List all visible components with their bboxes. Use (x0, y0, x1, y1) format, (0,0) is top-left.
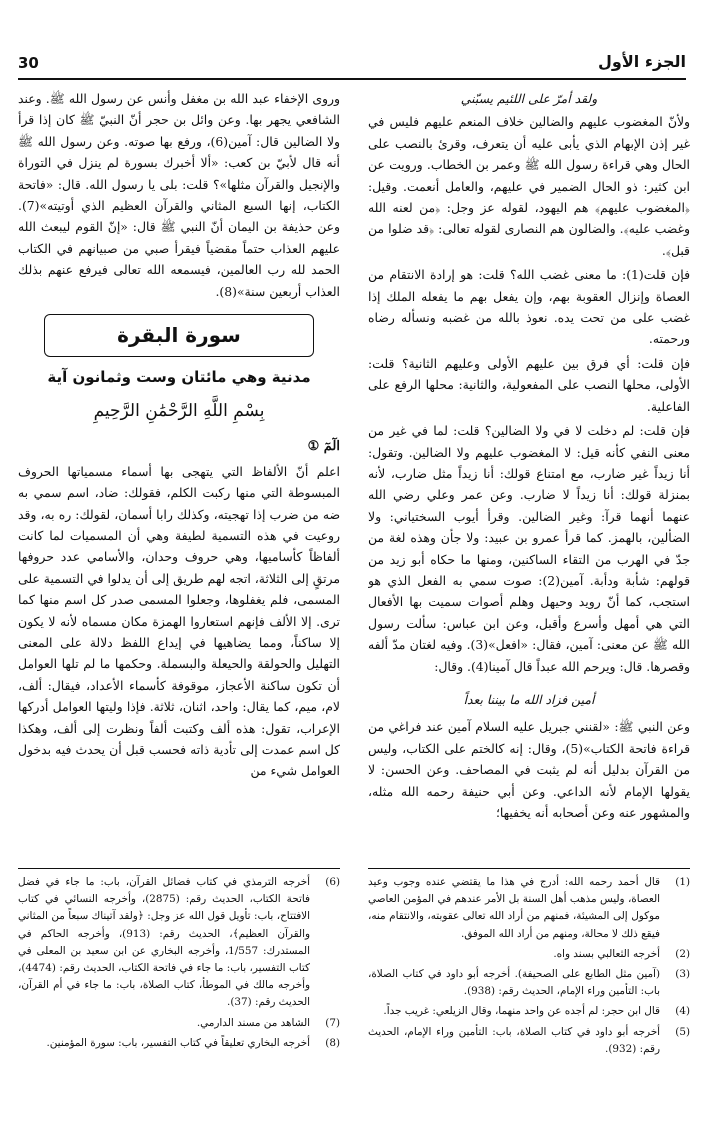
verse-line: ولقد أمرّ على اللئيم يسبّني (460, 91, 598, 106)
running-head: الجزء الأول (598, 52, 686, 71)
footnote-text: قال ابن حجر: لم أجده عن واحد منهما، وقال الزيلعي: غريب جداً. (383, 1005, 660, 1018)
footnote (368, 966, 690, 1000)
footnote (368, 874, 690, 943)
paragraph: اعلم أنّ الألفاظ التي يتهجى بها أسماء مسمياتها الحروف المبسوطة التي منها ركبت الكلم، فقولك: ضاد، اسم سمي به ضه من ضرب إذا تهجيته، وكذلك رابا أسمان، لقولك: ره به، وقد روعيت في هذه التسمية لطيفة وهي أن المسميات لما كانت ألفاظاً كأساميها، وهي حروف وحدان، والأسامي عدد حروفها مرتقٍ إلى الثلاثة، اتجه لهم طريق إلى أن يدلوا في التسمية على المسمى، فلم يغفلوها، وجعلوا المسمى صدر كل اسم منها كما ترى. إلا الألف فإنهم استعاروا الهمزة مكان مسماه لأنه لا يكون إلا ساكناً، ومما يضاهيها في إيداع اللفظ دلالة على المعنى التهليل والحولقة والحيعلة والبسملة. وحكمها ما لم تلها العوامل أن تكون ساكنة الأعجاز، موقوفة كأسماء الأعداد، فيقال: ألف، لام، ميم، كما يقال: واحد، اثنان، ثلاثة. فإذا وليتها العوامل أدركها الإعراب، تقول: هذه ألف وكتبت ألفاً ونظرت إلى ألف، وهكذا كل اسم عمدت إلى تأدية ذاته فحسب قبل أن يحدث فيه بدخول العوامل شيء من (18, 463, 340, 779)
footnote-number: (8) (325, 1036, 340, 1049)
paragraph: فإن قلت: أي فرق بين عليهم الأولى وعليهم الثانية؟ قلت: الأولى، محلها النصب على المفعولية، والثانية: محلها الرفع على الفاعلية. (368, 355, 690, 414)
footnote-text: (آمين مثل الطابع على الصحيفة). أخرجه أبو داود في كتاب الصلاة، باب: التأمين وراء الإمام، الحديث رقم: (938). (368, 968, 660, 998)
basmala: بِسْمِ اللَّهِ الرَّحْمَٰنِ الرَّحِيمِ (93, 400, 265, 421)
footnote-text: أخرجه الترمذي في كتاب فضائل القرآن، باب: ما جاء في فضل فاتحة الكتاب، الحديث رقم: (2875)، وأخرجه النسائي في كتاب الافتتاح، باب: تأويل قول الله عز وجل: ﴿ولقد آتيناك سبعاً من المثاني والقرآن العظيم﴾، الحديث رقم: (913)، وأخرجه الحاكم في المستدرك: 1/557، وأخرجه البخاري عن ابن سعيد بن المعلى في كتاب التفسير، باب: ما جاء في فاتحة الكتاب، الحديث رقم: (4474)، وأخرجه مالك في الموطأ، كتاب الصلاة، باب: ما جاء في أم القرآن، الحديث رقم: (37). (18, 876, 310, 1009)
verse-line: أمين فزاد الله ما بيننا بعداً (463, 691, 595, 707)
footnote-text: أخرجه البخاري تعليقاً في كتاب التفسير، باب: سورة المؤمنين. (46, 1036, 310, 1049)
page-header (18, 52, 686, 80)
left-column (18, 88, 340, 866)
footnote (368, 1024, 690, 1058)
footnotes-right (368, 874, 690, 1124)
footnote-divider (368, 868, 690, 869)
footnote-number: (6) (325, 876, 340, 888)
right-column (368, 88, 690, 866)
surah-title: سورة البقرة (117, 323, 241, 348)
surah-subtitle: مدنية وهي مائتان وست وثمانون آية (47, 368, 311, 387)
paragraph: وروى الإخفاء عبد الله بن مغفل وأنس عن رسول الله ﷺ. وعند الشافعي يجهر بها. وعن وائل بن حجر أنّ النبيّ ﷺ كان إذا قرأ ولا الضالين قال: آمين(6)، ورفع بها صوته. وعن رسول الله ﷺ أنه قال لأبيّ بن كعب: «ألا أخبرك بسورة لم ينزل في التوراة والإنجيل والقرآن مثلها»؟ قلت: بلى يا رسول الله. قال: «فاتحة الكتاب، إنها السبع المثاني والقرآن العظيم الذي أوتيته»(7). وعن حذيفة بن اليمان أنّ النبي ﷺ قال: «إنّ القوم ليبعث الله عليهم العذاب حتماً مقضياً فيقرأ صبي من صبيانهم في الكتاب الحمد لله رب العالمين، فيسمعه الله تعالى فيرفع عنهم بذلك العذاب أربعين سنة»(8). (18, 91, 340, 299)
page-number: 30 (18, 54, 39, 72)
footnotes-left (18, 874, 340, 1124)
footnote-number: (1) (675, 876, 690, 888)
footnote-number: (7) (325, 1016, 340, 1029)
paragraph: فإن قلت: لم دخلت لا في ولا الضالين؟ قلت: لما في غير من معنى النفي كأنه قيل: لا المغضوب عليهم ولا الضالين. وتقول: أنا زيداً غير ضارب، مع امتناع قولك: أنا زيداً مثل ضارب، لأنه بمنزلة قولك: أنا زيداً لا ضارب. وعن عمر وعلي رضي الله عنهما أنهما قرآ: وغير الضالين. وقرأ أيوب السختياني: ولا الضألين، بالهمز. كما قرأ عمرو بن عبيد: ولا جأن وهذه لغة من جدّ في الهرب من التقاء الساكنين، ومنها ما حكاه أبو زيد من قولهم: شأبة ودأبة. آمين(2): صوت سمي به الفعل الذي هو استجب، كما أنّ رويد وحيهل وهلم أصوات سميت بها الأفعال التي هي أمهل وأسرع وأقبل، وعن ابن عباس: سألت رسول الله ﷺ عن معنى: آمين، فقال: «افعل»(3). وفيه لغتان مدّ ألفه وقصرها. قال: ويرحم الله عبداً قال آمينا(4). وقال: (368, 423, 690, 674)
footnote-number: (2) (675, 947, 690, 960)
paragraph: وعن النبي ﷺ: «لقنني جبريل عليه السلام آمين عند فراغي من قراءة فاتحة الكتاب»(5)، وقال: إنه كالختم على الكتاب، وليس من القرآن بدليل أنه لم يثبت في المصاحف. وعن الحسن: لا يقولها الإمام لأنه الداعي. وعن أبي حنيفة رحمه الله مثله، والمشهور عنه وعن أصحابه أنه يخفيها؛ (368, 719, 690, 820)
surah-title-box (44, 314, 314, 357)
footnote-number: (3) (675, 968, 690, 981)
footnote-number: (4) (675, 1005, 690, 1018)
footnote (18, 1035, 340, 1052)
verse-alif-lam-mim: الٓمٓ ① (307, 439, 340, 455)
footnote-divider (18, 868, 340, 869)
paragraph: فإن قلت(1): ما معنى غضب الله؟ قلت: هو إرادة الانتقام من العصاة وإنزال العقوبة بهم، وإن يفعل بهم ما يفعله الملك إذا غضب على من تحت يده. نعوذ بالله من غضبه ونسأله رضاه ورحمته. (368, 267, 690, 347)
footnote-text: قال أحمد رحمه الله: أدرج في هذا ما يقتضي عنده وجوب وعيد العصاة، وليس مذهب أهل السنة بل الأمر عندهم في المؤمن العاصي موكول إلى المشيئة، فمنهم من أراد الله تعالى عقوبته، والانتقام منه، فيقع ذلك لا محالة، ومنهم من أراد الله الموفق. (368, 876, 660, 940)
footnote (368, 1003, 690, 1020)
footnote (18, 1015, 340, 1032)
footnote-text: الشاهد من مسند الدارمي. (196, 1016, 310, 1029)
footnote-text: أخرجه أبو داود في كتاب الصلاة، باب: التأمين وراء الإمام، الحديث رقم: (932). (368, 1025, 660, 1055)
paragraph: ولأنّ المغضوب عليهم والضالين خلاف المنعم عليهم فليس في غير إذن الإبهام الذي يأبى عليه أن يتعرف، وقرئ بالنصب على الحال وهي قراءة رسول الله ﷺ وعمر بن الخطاب. ورويت عن ابن كثير: ذو الحال الضمير في عليهم، والعامل أنعمت. وقيل: ﴿المغضوب عليهم﴾ هم اليهود، لقوله عز وجل: ﴿من لعنه الله وغضب عليه﴾. والضالون هم النصارى لقوله تعالى: ﴿قد ضلوا من قبل﴾. (368, 114, 690, 258)
footnote-number: (5) (675, 1025, 690, 1038)
footnote (368, 946, 690, 963)
footnote (18, 874, 340, 1012)
footnote-text: أخرجه الثعالبي بسند واه. (553, 947, 660, 960)
